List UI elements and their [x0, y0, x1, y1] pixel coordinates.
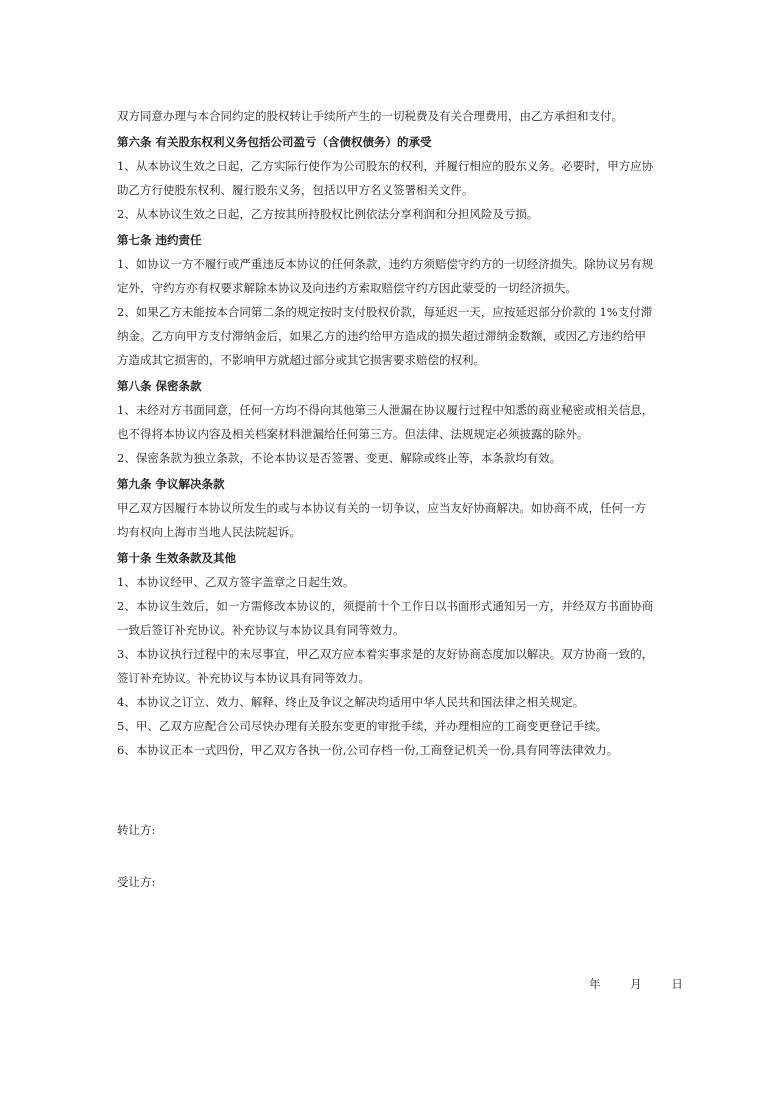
section-heading-9: 第九条 争议解决条款 [117, 477, 225, 491]
section-10-line-2: 2、本协议生效后，如一方需修改本协议的，须提前十个工作日以书面形式通知另一方，并经双方书面协商 [117, 599, 654, 613]
date-year: 年 [589, 977, 601, 991]
section-10-line-5: 签订补充协议。补充协议与本协议具有同等效力。 [117, 671, 370, 685]
section-8-line-2: 也不得将本协议内容及相关档案材料泄漏给任何第三方。但法律、法规规定必须披露的除外。 [117, 427, 589, 441]
section-10-line-7: 5、甲、乙双方应配合公司尽快办理有关股东变更的审批手续，并办理相应的工商变更登记手续。 [117, 719, 608, 733]
section-8-line-1: 1、未经对方书面同意，任何一方均不得向其他第三人泄漏在协议履行过程中知悉的商业秘密或相关信息， [117, 403, 654, 417]
section-10-line-4: 3、本协议执行过程中的未尽事宜，甲乙双方应本着实事求是的友好协商态度加以解决。双方协商一致的， [117, 647, 654, 661]
section-10-line-6: 4、本协议之订立、效力、解释、终止及争议之解决均适用中华人民共和国法律之相关规定。 [117, 695, 585, 709]
section-10-line-3: 一致后签订补充协议。补充协议与本协议具有同等效力。 [117, 623, 405, 637]
section-9-line-1: 甲乙双方因履行本协议所发生的或与本协议有关的一切争议，应当友好协商解决。如协商不成，任何一方 [117, 501, 646, 515]
date-day: 日 [671, 977, 683, 991]
section-7-line-3: 2、如果乙方未能按本合同第二条的规定按时支付股权价款，每延迟一天，应按延迟部分价款的 1%支付滞 [117, 305, 653, 319]
section-10-line-8: 6、本协议正本一式四份，甲乙双方各执一份,公司存档一份,工商登记机关一份,具有同等法律效力。 [117, 743, 619, 757]
section-7-line-5: 方造成其它损害的，不影响甲方就超过部分或其它损害要求赔偿的权利。 [117, 353, 485, 367]
section-heading-6: 第六条 有关股东权利义务包括公司盈亏（含债权债务）的承受 [117, 135, 432, 149]
transferor-label: 转让方: [117, 823, 156, 837]
intro-line: 双方同意办理与本合同约定的股权转让手续所产生的一切税费及有关合理费用，由乙方承担和支付。 [117, 109, 623, 123]
section-6-line-1: 1、从本协议生效之日起，乙方实际行使作为公司股东的权利，并履行相应的股东义务。必要时，甲方应协 [117, 159, 654, 173]
section-heading-10: 第十条 生效条款及其他 [117, 551, 237, 565]
date-line [589, 976, 683, 992]
section-6-line-2: 助乙方行使股东权利、履行股东义务，包括以甲方名义签署相关文件。 [117, 183, 474, 197]
document-body [117, 104, 677, 762]
section-heading-7: 第七条 违约责任 [117, 233, 202, 247]
section-8-line-3: 2、保密条款为独立条款，不论本协议是否签署、变更、解除或终止等，本条款均有效。 [117, 451, 562, 465]
section-9-line-2: 均有权向上海市当地人民法院起诉。 [117, 525, 301, 539]
section-7-line-4: 纳金。乙方向甲方支付滞纳金后，如果乙方的违约给甲方造成的损失超过滞纳金数额，或因乙方违约给甲 [117, 329, 646, 343]
section-10-line-1: 1、本协议经甲、乙双方签字盖章之日起生效。 [117, 575, 355, 589]
section-6-line-3: 2、从本协议生效之日起，乙方按其所持股权比例依法分享利润和分担风险及亏损。 [117, 207, 539, 221]
section-heading-8: 第八条 保密条款 [117, 379, 202, 393]
date-month: 月 [630, 977, 642, 991]
transferee-label: 受让方: [117, 875, 156, 889]
section-7-line-1: 1、如协议一方不履行或严重违反本协议的任何条款，违约方须赔偿守约方的一切经济损失。除协议另有规 [117, 257, 654, 271]
section-7-line-2: 定外，守约方亦有权要求解除本协议及向违约方索取赔偿守约方因此蒙受的一切经济损失。 [117, 281, 577, 295]
